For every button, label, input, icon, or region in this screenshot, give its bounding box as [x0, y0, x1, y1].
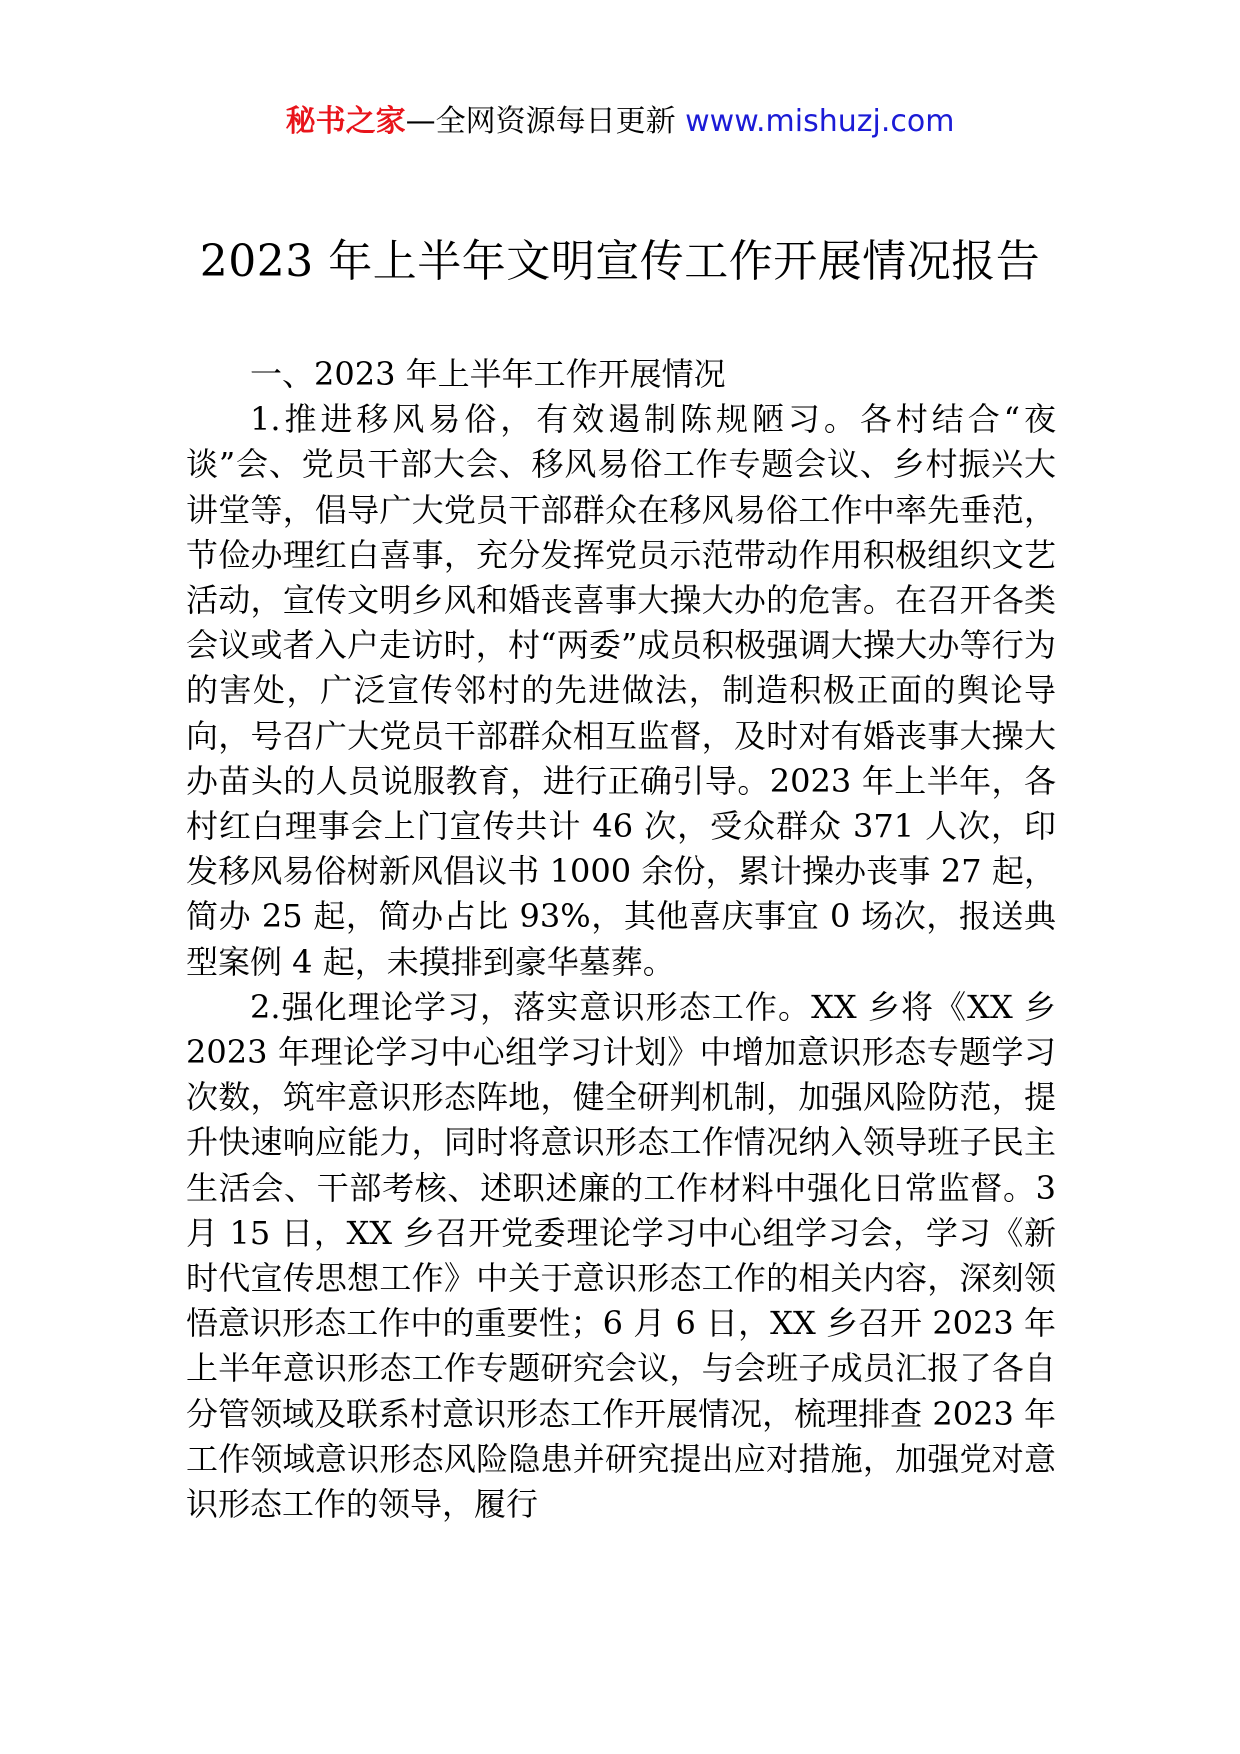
paragraph-2: 2.强化理论学习，落实意识形态工作。XX 乡将《XX 乡 2023 年理论学习中心组学习计划》中增加意识形态专题学习次数，筑牢意识形态阵地，健全研判机制，加强风险防范，提升快速响应能力，同时将意识形态工作情况纳入领导班子民主生活会、干部考核、述职述廉的工作材料中强化日常监督。3 月 15 日，XX 乡召开党委理论学习中心组学习会，学习《新时代宣传思想工作》中关于意识形态工作的相关内容，深刻领悟意识形态工作中的重要性；6 月 6 日，XX 乡召开 2023 年上半年意识形态工作专题研究会议，与会班子成员汇报了各自分管领域及联系村意识形态工作开展情况，梳理排查 2023 年工作领域意识形态风险隐患并研究提出应对措施，加强党对意识形态工作的领导，履行 [186, 987, 1056, 1524]
site-slogan: —全网资源每日更新 [405, 104, 676, 139]
site-name: 秘书之家 [285, 104, 406, 139]
site-header [0, 100, 1240, 144]
section-heading: 一、2023 年上半年工作开展情况 [250, 355, 726, 393]
document-title: 2023 年上半年文明宣传工作开展情况报告 [199, 236, 1041, 287]
paragraph-1: 1.推进移风易俗，有效遏制陈规陋习。各村结合“夜谈”会、党员干部大会、移风易俗工作专题会议、乡村振兴大讲堂等，倡导广大党员干部群众在移风易俗工作中率先垂范，节俭办理红白喜事，充分发挥党员示范带动作用积极组织文艺活动，宣传文明乡风和婚丧喜事大操大办的危害。在召开各类会议或者入户走访时，村“两委”成员积极强调大操大办等行为的害处，广泛宣传邻村的先进做法，制造积极正面的舆论导向，号召广大党员干部群众相互监督，及时对有婚丧事大操大办苗头的人员说服教育，进行正确引导。2023 年上半年，各村红白理事会上门宣传共计 46 次，受众群众 371 人次，印发移风易俗树新风倡议书 1000 余份，累计操办丧事 27 起，简办 25 起，简办占比 93%，其他喜庆事宜 0 场次，报送典型案例 4 起，未摸排到豪华墓葬。 [186, 400, 1056, 981]
document-body [186, 352, 1056, 1527]
site-url-link[interactable]: www.mishuzj.com [685, 104, 955, 139]
